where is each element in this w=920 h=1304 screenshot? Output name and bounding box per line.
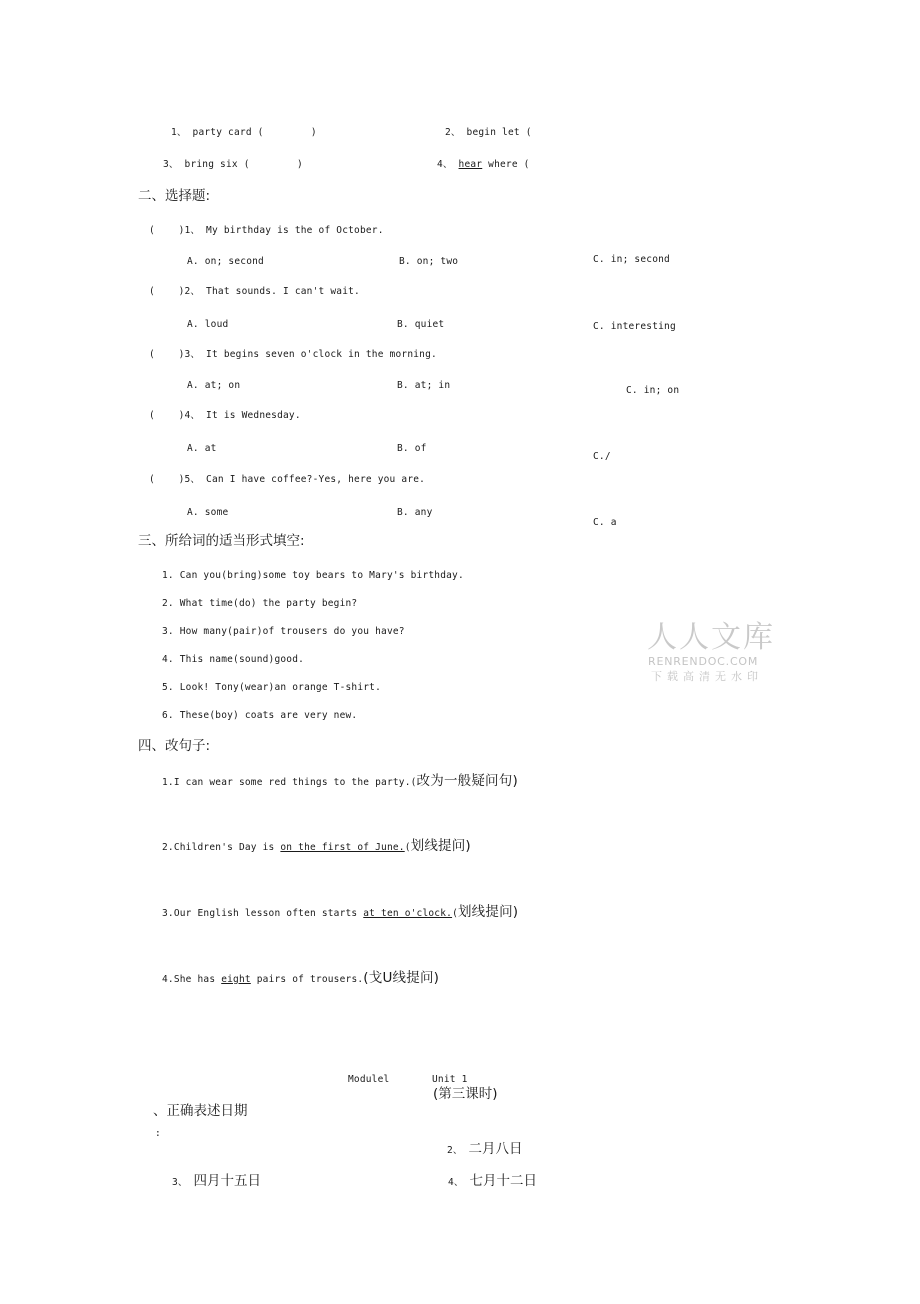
watermark-url: RENRENDOC.COM [648,655,759,668]
rewrite-item-4-instruction: (戈U线提问) [363,970,440,986]
vocab-item-2: 2、 begin let ( [445,127,532,138]
lesson-period: (第三课时) [433,1086,498,1102]
rewrite-item-4 [162,972,439,986]
rewrite-item-2 [162,840,471,854]
rewrite-item-3-pre: 3.Our English lesson often starts [162,908,364,919]
rewrite-item-2-post: ( [404,842,411,853]
watermark-logo-text: 人人文库 [647,620,775,655]
rewrite-item-1-text: 1.I can wear some red things to the party.( [162,777,417,788]
rewrite-item-2-pre: 2.Children's Day is [162,842,281,853]
mc-q3-option-c: C. in; on [626,385,680,396]
date-item-2-num: 2、 [447,1145,469,1156]
mc-q2-stem: ( )2、 That sounds. I can't wait. [149,286,360,297]
fill-item-6: 6. These(boy) coats are very new. [162,710,358,721]
mc-q2-option-c: C. interesting [593,321,676,332]
rewrite-item-2-underlined: on the first of June. [280,842,405,853]
rewrite-item-4-pre: 4.She has [162,974,222,985]
date-item-2-text: 二月八日 [468,1141,523,1157]
mc-q1-option-c: C. in; second [593,254,670,265]
date-item-4 [448,1172,537,1189]
mc-q3-option-b: B. at; in [397,380,451,391]
mc-q4-option-c: C./ [593,451,611,462]
mc-q4-option-b: B. of [397,443,427,454]
date-item-4-text: 七月十二日 [469,1173,538,1189]
fill-item-4: 4. This name(sound)good. [162,654,305,665]
date-item-3-text: 四月十五日 [193,1173,262,1189]
mc-q2-option-b: B. quiet [397,319,445,330]
dates-heading: 、正确表述日期 [153,1103,248,1119]
mc-q1-option-b: B. on; two [399,256,459,267]
section-3-heading: 三、所给词的适当形式填空: [138,533,305,549]
fill-item-2: 2. What time(do) the party begin? [162,598,358,609]
mc-q5-option-b: B. any [397,507,433,518]
mc-q3-option-a: A. at; on [187,380,241,391]
module-label: Modulel [348,1074,390,1085]
fill-item-3: 3. How many(pair)of trousers do you have? [162,626,405,637]
mc-q1-stem: ( )1、 My birthday is the of October. [149,225,384,236]
vocab-item-4 [437,160,530,170]
rewrite-item-2-instruction: 划线提问) [410,838,471,854]
vocab-item-3: 3、 bring six ( ) [163,159,303,170]
vocab-item-4-underlined: hear [458,159,483,170]
date-item-3 [172,1172,261,1189]
date-item-2 [447,1140,523,1157]
mc-q4-stem: ( )4、 It is Wednesday. [149,410,301,421]
fill-item-1: 1. Can you(bring)some toy bears to Mary's birthday. [162,570,464,581]
section-4-heading: 四、改句子: [138,738,211,754]
watermark-subtitle: 下载高清无水印 [651,670,763,683]
rewrite-item-3 [162,906,518,920]
rewrite-item-4-post: pairs of trousers. [250,974,364,985]
vocab-item-1: 1、 party card ( ) [171,127,317,138]
mc-q3-stem: ( )3、 It begins seven o'clock in the morning. [149,349,437,360]
date-item-3-num: 3、 [172,1177,194,1188]
mc-q1-option-a: A. on; second [187,256,264,267]
rewrite-item-3-post: ( [452,908,458,919]
vocab-item-4-rest: where ( [482,159,530,170]
mc-q4-option-a: A. at [187,443,217,454]
unit-label: Unit 1 [432,1074,468,1085]
rewrite-item-1-instruction: 改为一般疑问句) [416,773,518,789]
vocab-item-4-num: 4、 [437,159,459,170]
rewrite-item-3-instruction: 划线提问) [457,904,519,920]
rewrite-item-3-underlined: at ten o'clock. [363,908,453,919]
date-item-4-num: 4、 [448,1177,470,1188]
mc-q2-option-a: A. loud [187,319,229,330]
mc-q5-stem: ( )5、 Can I have coffee?-Yes, here you are. [149,474,426,485]
rewrite-item-4-underlined: eight [221,974,251,985]
rewrite-item-1 [162,775,518,789]
mc-q5-option-c: C. a [593,517,617,528]
mc-q5-option-a: A. some [187,507,229,518]
section-2-heading: 二、选择题: [138,188,211,204]
fill-item-5: 5. Look! Tony(wear)an orange T-shirt. [162,682,382,693]
dates-colon: : [155,1128,161,1139]
